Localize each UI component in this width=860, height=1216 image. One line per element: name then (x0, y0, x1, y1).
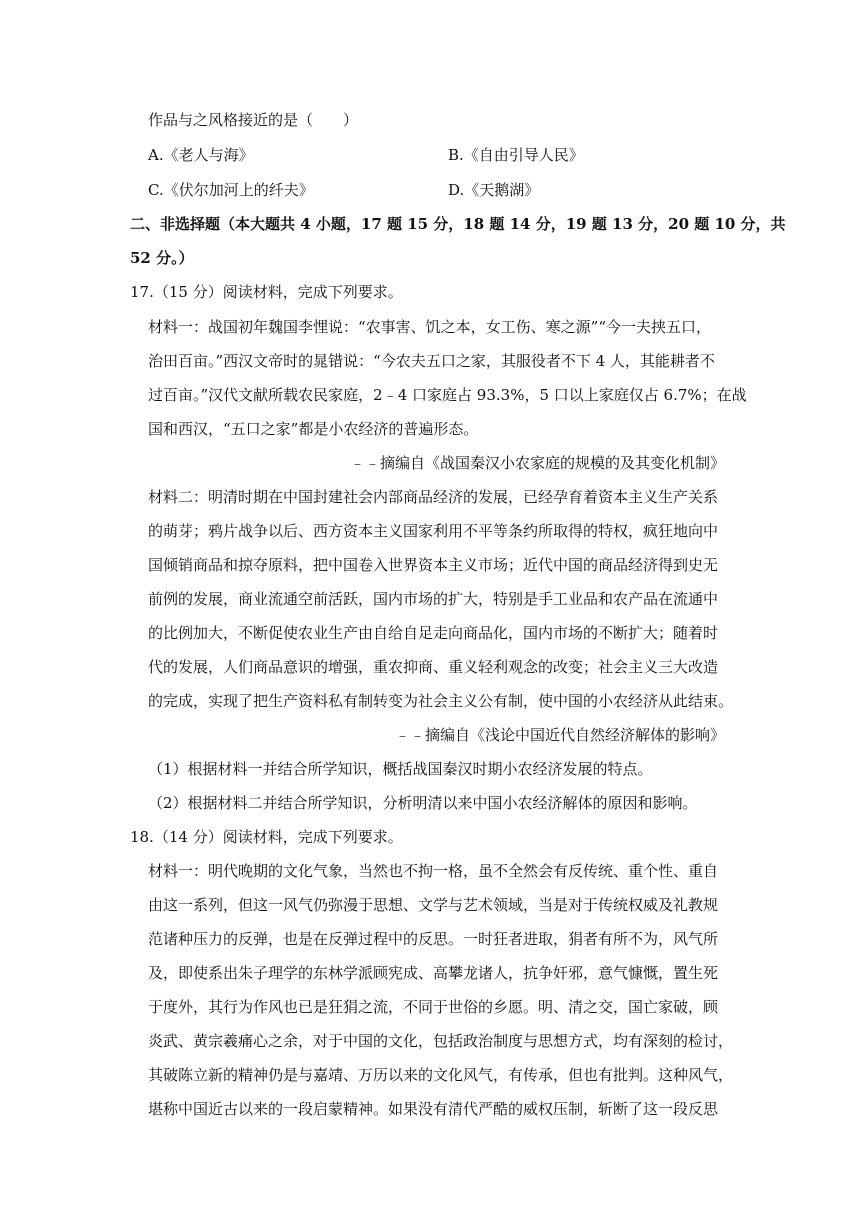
section-heading: 二、非选择题（本大题共 4 小题，17 题 15 分，18 题 14 分，19 题 13 分，20 题 10 分，共 (130, 215, 786, 233)
q17-material2-line: 材料二：明清时期在中国封建社会内部商品经济的发展，已经孕育着资本主义生产关系 (148, 488, 719, 506)
q17-material1-line: 过百亩。”汉代文献所载农民家庭，2﹣4 口家庭占 93.3%，5 口以上家庭仅占 6.7%；在战 (148, 386, 747, 404)
q17-material1-line: 治田百亩。”西汉文帝时的晁错说：“今农夫五口之家，其服役者不下 4 人，其能耕者不 (148, 352, 715, 370)
q17-material2-line: 的萌芽；鸦片战争以后、西方资本主义国家利用不平等条约所取得的特权，疯狂地向中 (148, 522, 719, 540)
q17-material1-line: 国和西汉，“五口之家”都是小农经济的普遍形态。 (148, 420, 479, 438)
q18-material1-line: 其破陈立新的精神仍是与嘉靖、万历以来的文化风气，有传承，但也有批判。这种风气， (148, 1066, 734, 1084)
q18-material1-line: 炎武、黄宗羲痛心之余，对于中国的文化，包括政治制度与思想方式，均有深刻的检讨， (148, 1032, 734, 1050)
option-a: A.《老人与海》 (148, 146, 254, 164)
option-c: C.《伏尔加河上的纤夫》 (148, 181, 314, 199)
q17-subquestion-2: （2）根据材料二并结合所学知识，分析明清以来中国小农经济解体的原因和影响。 (148, 794, 698, 812)
q17-subquestion-1: （1）根据材料一并结合所学知识，概括战国秦汉时期小农经济发展的特点。 (148, 760, 653, 778)
q17-header: 17.（15 分）阅读材料，完成下列要求。 (130, 283, 403, 301)
q18-material1-line: 于度外，其行为作风也已是狂狷之流，不同于世俗的乡愿。明、清之交，国亡家破，顾 (148, 998, 719, 1016)
q18-material1-line: 及，即使系出朱子理学的东林学派顾宪成、高攀龙诸人，抗争奸邪，意气慷慨，置生死 (148, 964, 719, 982)
q18-material1-line: 堪称中国近古以来的一段启蒙精神。如果没有清代严酷的威权压制，斩断了这一段反思 (148, 1100, 719, 1118)
question-stem-tail: 作品与之风格接近的是（ ） (148, 111, 359, 129)
option-d: D.《天鹅湖》 (448, 181, 540, 199)
q17-material2-line: 的比例加大，不断促使农业生产由自给自足走向商品化，国内市场的不断扩大；随着时 (148, 624, 719, 642)
option-b: B.《自由引导人民》 (448, 146, 584, 164)
q17-material2-line: 的完成，实现了把生产资料私有制转变为社会主义公有制，使中国的小农经济从此结束。 (148, 692, 734, 710)
q17-material2-line: 国倾销商品和掠夺原料，把中国卷入世界资本主义市场；近代中国的商品经济得到史无 (148, 556, 719, 574)
q18-material1-line: 由这一系列，但这一风气仍弥漫于思想、文学与艺术领域，当是对于传统权威及礼教规 (148, 896, 719, 914)
q18-material1-line: 范诸种压力的反弹，也是在反弹过程中的反思。一时狂者进取，狷者有所不为，风气所 (148, 930, 719, 948)
q18-header: 18.（14 分）阅读材料，完成下列要求。 (130, 828, 403, 846)
q17-material1-line: 材料一：战国初年魏国李悝说：“农事害、饥之本，女工伤、寒之源”“今一夫挟五口， (148, 318, 712, 336)
q17-material2-line: 前例的发展，商业流通空前活跃，国内市场的扩大，特别是手工业品和农产品在流通中 (148, 590, 719, 608)
q17-source2: ﹣﹣摘编自《浅论中国近代自然经济解体的影响》 (394, 726, 725, 744)
section-heading-cont: 52 分。） (130, 249, 194, 267)
q17-material2-line: 代的发展，人们商品意识的增强，重农抑商、重义轻利观念的改变；社会主义三大改造 (148, 658, 719, 676)
q17-source1: ﹣﹣摘编自《战国秦汉小农家庭的规模的及其变化机制》 (349, 454, 725, 472)
q18-material1-line: 材料一：明代晚期的文化气象，当然也不拘一格，虽不全然会有反传统、重个性、重自 (148, 862, 719, 880)
